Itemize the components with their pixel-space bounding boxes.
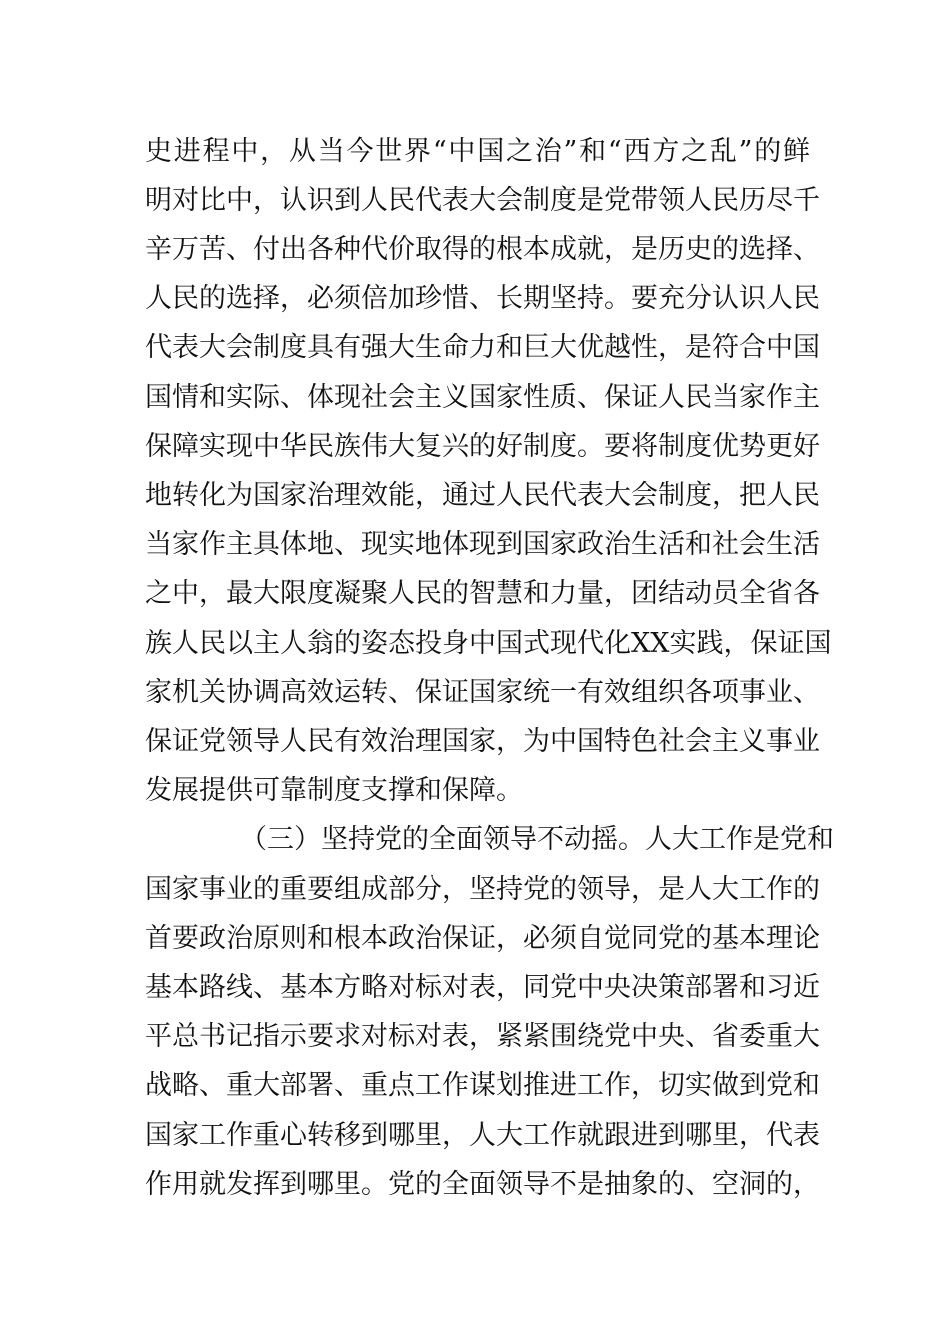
text-line: 代表大会制度具有强大生命力和巨大优越性，是符合中国 — [145, 332, 820, 363]
text-line: 国情和实际、体现社会主义国家性质、保证人民当家作主 — [145, 382, 820, 413]
text-line: 保证党领导人民有效治理国家，为中国特色社会主义事业 — [145, 726, 820, 757]
text-line: 之中，最大限度凝聚人民的智慧和力量，团结动员全省各 — [145, 578, 820, 609]
text-line: 地转化为国家治理效能，通过人民代表大会制度，把人民 — [145, 480, 820, 511]
text-line: 族人民以主人翁的姿态投身中国式现代化XX实践，保证国 — [145, 628, 832, 659]
text-line: 基本路线、基本方略对标对表，同党中央决策部署和习近 — [145, 972, 820, 1003]
section-heading-line: （三）坚持党的全面领导不动摇。人大工作是党和 — [240, 824, 834, 855]
text-line: 史进程中，从当今世界“中国之治”和“西方之乱”的鲜 — [145, 136, 810, 167]
text-line: 辛万苦、付出各种代价取得的根本成就，是历史的选择、 — [145, 234, 820, 265]
text-line: 国家事业的重要组成部分，坚持党的领导，是人大工作的 — [145, 874, 820, 905]
text-line: 当家作主具体地、现实地体现到国家政治生活和社会生活 — [145, 529, 820, 560]
text-line: 家机关协调高效运转、保证国家统一有效组织各项事业、 — [145, 677, 820, 708]
text-line: 作用就发挥到哪里。党的全面领导不是抽象的、空洞的， — [145, 1169, 820, 1200]
text-line: 首要政治原则和根本政治保证，必须自觉同党的基本理论 — [145, 923, 820, 954]
text-line: 人民的选择，必须倍加珍惜、长期坚持。要充分认识人民 — [145, 283, 820, 314]
text-line: 发展提供可靠制度支撑和保障。 — [145, 775, 523, 806]
text-line: 保障实现中华民族伟大复兴的好制度。要将制度优势更好 — [145, 431, 820, 462]
text-line: 明对比中，认识到人民代表大会制度是党带领人民历尽千 — [145, 185, 820, 216]
text-line: 战略、重大部署、重点工作谋划推进工作，切实做到党和 — [145, 1070, 820, 1101]
text-line: 平总书记指示要求对标对表，紧紧围绕党中央、省委重大 — [145, 1021, 820, 1052]
text-line: 国家工作重心转移到哪里，人大工作就跟进到哪里，代表 — [145, 1120, 820, 1151]
